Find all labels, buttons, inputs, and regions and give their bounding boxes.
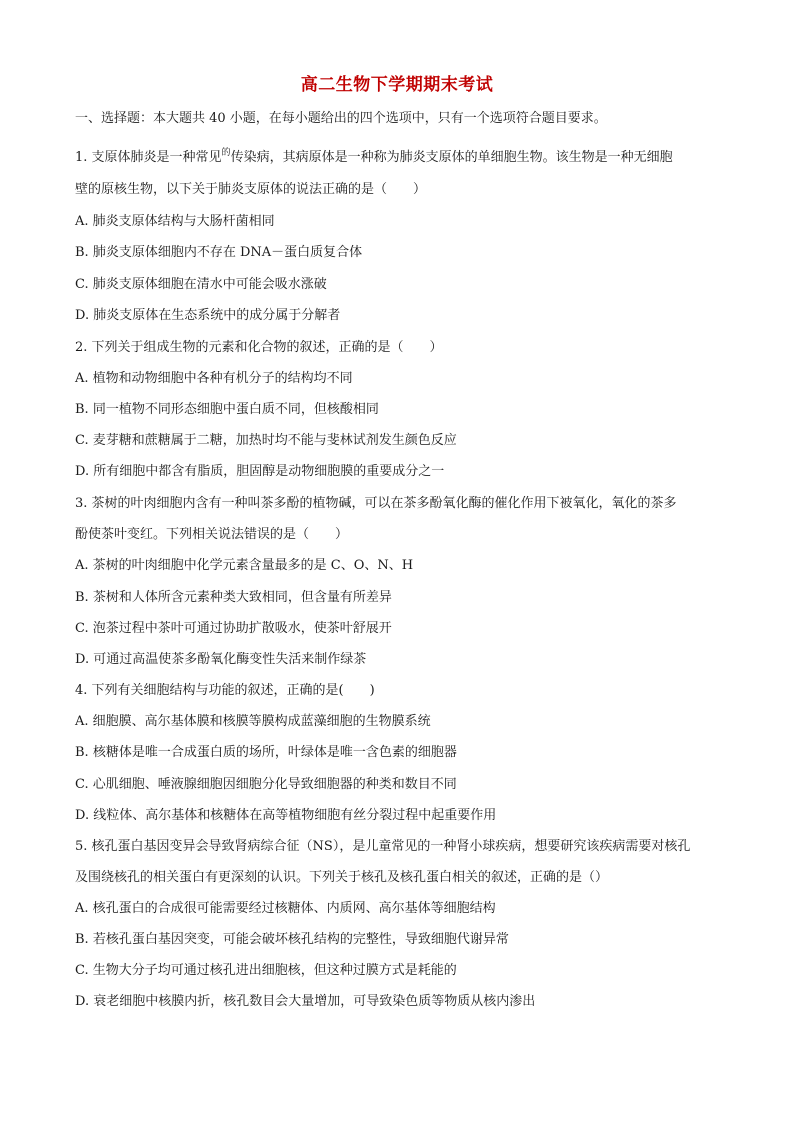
question-1-stem xyxy=(75,148,725,169)
question-2-option-d: D. 所有细胞中都含有脂质，胆固醇是动物细胞膜的重要成分之一 xyxy=(75,464,445,479)
question-5-option-c: C. 生物大分子均可通过核孔进出细胞核，但这种过膜方式是耗能的 xyxy=(75,963,457,978)
question-3-option-a: A. 茶树的叶肉细胞中化学元素含量最多的是 C、O、N、H xyxy=(75,558,414,573)
question-5-option-a: A. 核孔蛋白的合成很可能需要经过核糖体、内质网、高尔基体等细胞结构 xyxy=(75,901,496,916)
question-5-option-b: B. 若核孔蛋白基因突变，可能会破坏核孔结构的完整性，导致细胞代谢异常 xyxy=(75,932,509,947)
question-2-option-a: A. 植物和动物细胞中各种有机分子的结构均不同 xyxy=(75,371,353,386)
question-5-stem: 5. 核孔蛋白基因变异会导致肾病综合征（NS），是儿童常见的一种肾小球疾病，想要研究该疾病需要对核孔 xyxy=(75,839,691,854)
section-header: 一、选择题：本大题共 40 小题，在每小题给出的四个选项中，只有一个选项符合题目要求。 xyxy=(75,111,607,126)
question-2-option-c: C. 麦芽糖和蔗糖属于二糖，加热时均不能与斐林试剂发生颜色反应 xyxy=(75,433,457,448)
question-1-option-b: B. 肺炎支原体细胞内不存在 DNA－蛋白质复合体 xyxy=(75,245,363,260)
question-1-option-a: A. 肺炎支原体结构与大肠杆菌相同 xyxy=(75,214,275,229)
question-4-option-c: C. 心肌细胞、唾液腺细胞因细胞分化导致细胞器的种类和数目不同 xyxy=(75,777,457,792)
question-1-option-c: C. 肺炎支原体细胞在清水中可能会吸水涨破 xyxy=(75,277,327,292)
question-1-option-d: D. 肺炎支原体在生态系统中的成分属于分解者 xyxy=(75,308,341,323)
question-1-stem-line2: 壁的原核生物，以下关于肺炎支原体的说法正确的是（ ） xyxy=(75,182,427,197)
question-1-stem-text: 1. 支原体肺炎是一种常见 xyxy=(75,150,222,165)
question-3-option-d: D. 可通过高温使茶多酚氧化酶变性失活来制作绿茶 xyxy=(75,652,367,667)
question-3-option-b: B. 茶树和人体所含元素种类大致相同，但含量有所差异 xyxy=(75,590,392,605)
question-4-option-d: D. 线粒体、高尔基体和核糖体在高等植物细胞有丝分裂过程中起重要作用 xyxy=(75,808,497,823)
question-4-option-b: B. 核糖体是唯一合成蛋白质的场所，叶绿体是唯一含色素的细胞器 xyxy=(75,745,457,760)
question-3-stem-line2: 酚使茶叶变红。下列相关说法错误的是（ ） xyxy=(75,527,349,542)
question-3-option-c: C. 泡茶过程中茶叶可通过协助扩散吸水，使茶叶舒展开 xyxy=(75,621,392,636)
page-title: 高二生物下学期期末考试 xyxy=(300,75,494,95)
question-1-stem-text-continued: 传染病，其病原体是一种称为肺炎支原体的单细胞生物。该生物是一种无细胞 xyxy=(230,150,673,165)
question-4-stem: 4. 下列有关细胞结构与功能的叙述，正确的是( ) xyxy=(75,683,375,698)
question-1-superscript: 的 xyxy=(221,148,231,158)
question-2-stem: 2. 下列关于组成生物的元素和化合物的叙述，正确的是（ ） xyxy=(75,340,443,355)
question-5-option-d: D. 衰老细胞中核膜内折，核孔数目会大量增加，可导致染色质等物质从核内渗出 xyxy=(75,994,536,1009)
question-2-option-b: B. 同一植物不同形态细胞中蛋白质不同，但核酸相同 xyxy=(75,402,379,417)
question-3-stem: 3. 茶树的叶肉细胞内含有一种叫茶多酚的植物碱，可以在茶多酚氧化酶的催化作用下被氧化，氧化的茶多 xyxy=(75,496,677,511)
question-4-option-a: A. 细胞膜、高尔基体膜和核膜等膜构成蓝藻细胞的生物膜系统 xyxy=(75,714,431,729)
question-5-stem-line2: 及围绕核孔的相关蛋白有更深刻的认识。下列关于核孔及核孔蛋白相关的叙述，正确的是（） xyxy=(75,870,609,885)
